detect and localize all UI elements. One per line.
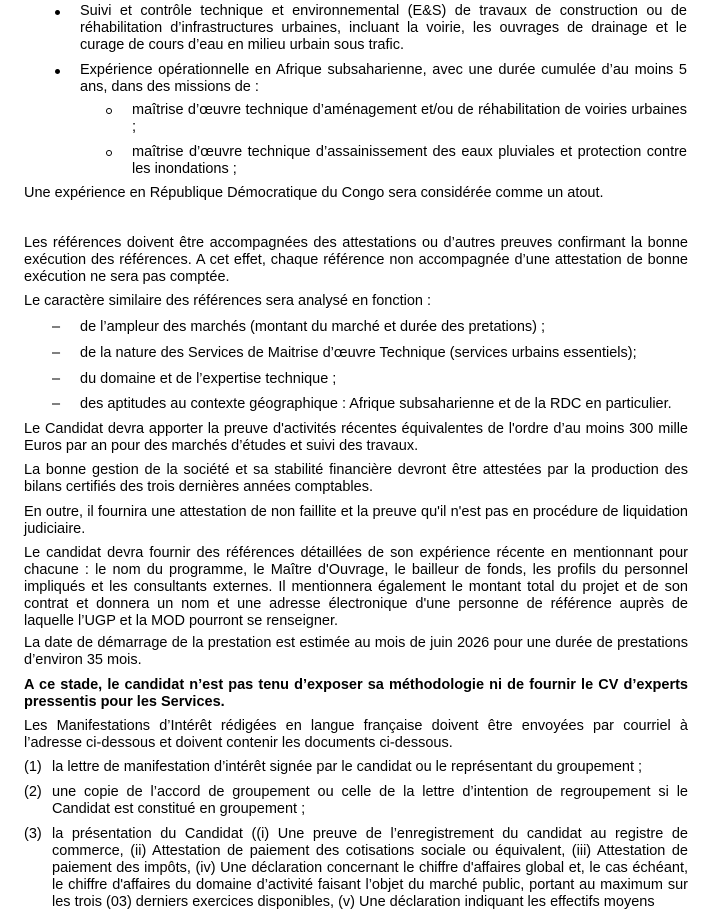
paragraph-candidat: Le candidat devra fournir des références détaillées de son expérience récente en mentionnant pour chacune : le nom du programme, le Maître d'Ouvrage, le bailleur de fonds, les profils du personnel impliqués et les consultants externes. Il mentionnera également le montant total du projet et de son contrat et donnera un nom et une adresse électronique d'une personne de référence auprès de laquelle l’UGP et la MOD pourront se renseigner. xyxy=(24,545,688,629)
dash-text: du domaine et de l’expertise technique ; xyxy=(80,371,337,387)
numbered-text: une copie de l’accord de groupement ou celle de la lettre d’intention de regroupement si le Candidat est constitué en groupement ; xyxy=(52,784,688,817)
sub-bullet-text: maîtrise d’œuvre technique d’assainissement des eaux pluviales et protection contre les inondations ; xyxy=(132,144,687,177)
rdc-note: Une expérience en République Démocratique du Congo sera considérée comme un atout. xyxy=(24,185,604,201)
dash-text: de la nature des Services de Maitrise d’œuvre Technique (services urbains essentiels); xyxy=(80,345,637,361)
bold-note: A ce stade, le candidat n’est pas tenu d’exposer sa méthodologie ni de fournir le CV d’experts pressentis pour les Services. xyxy=(24,677,688,710)
numbered-text: la lettre de manifestation d’intérêt signée par le candidat ou le représentant du groupement ; xyxy=(52,759,643,775)
similar-intro: Le caractère similaire des références sera analysé en fonction : xyxy=(24,293,432,309)
paragraph-date: La date de démarrage de la prestation est estimée au mois de juin 2026 pour une durée de prestations d’environ 35 mois. xyxy=(24,635,688,668)
item-number: (1) xyxy=(24,759,42,775)
item-number: (3) xyxy=(24,826,42,842)
dash-icon: – xyxy=(52,319,61,335)
dash-icon: – xyxy=(52,345,61,361)
dash-text: de l’ampleur des marchés (montant du marché et durée des pretations) ; xyxy=(80,319,546,335)
paragraph-300k: Le Candidat devra apporter la preuve d'activités récentes équivalentes de l'ordre d’au moins 300 mille Euros par an pour des marchés d’études et suivi des travaux. xyxy=(24,421,688,454)
numbered-text: la présentation du Candidat ((i) Une preuve de l’enregistrement du candidat au registre de commerce, (ii) Attestation de paiement des cotisations sociale ou équivalent, (iii) Attestation de paiement des impôts, (iv) Une déclaration concernant le chiffre d'affaires global et, le cas échéant, le chiffre d'affaires du domaine d’activité faisant l’objet du marché public, portant au maximum sur les trois (03) derniers exercices disponibles, (v) Une déclaration indiquant les effectifs moyens xyxy=(52,826,688,910)
sub-bullet-text: maîtrise d’œuvre technique d’aménagement et/ou de réhabilitation de voiries urbaines ; xyxy=(132,102,687,135)
dash-icon: – xyxy=(52,371,61,387)
item-number: (2) xyxy=(24,784,42,800)
paragraph-mi: Les Manifestations d’Intérêt rédigées en langue française doivent être envoyées par courriel à l’adresse ci-dessous et doivent contenir les documents ci-dessous. xyxy=(24,718,688,751)
bullet-text: Expérience opérationnelle en Afrique subsaharienne, avec une durée cumulée d’au moins 5 ans, dans des missions de : xyxy=(80,62,687,95)
paragraph-gestion: La bonne gestion de la société et sa stabilité financière devront être attestées par la production des bilans certifiés des trois dernières années comptables. xyxy=(24,462,688,495)
paragraph-faillite: En outre, il fournira une attestation de non faillite et la preuve qu'il n'est pas en procédure de liquidation judiciaire. xyxy=(24,504,688,537)
dash-text: des aptitudes au contexte géographique : Afrique subsaharienne et de la RDC en particulier. xyxy=(80,396,672,412)
references-paragraph: Les références doivent être accompagnées des attestations ou d’autres preuves confirmant la bonne exécution des références. A cet effet, chaque référence non accompagnée d’une attestation de bonne exécution ne sera pas comptée. xyxy=(24,235,688,285)
dash-icon: – xyxy=(52,396,61,412)
bullet-text: Suivi et contrôle technique et environnemental (E&S) de travaux de construction ou de réhabilitation d’infrastructures urbaines, incluant la voirie, les ouvrages de drainage et le curage de cours d’eau en milieu urbain sous trafic. xyxy=(80,3,687,53)
